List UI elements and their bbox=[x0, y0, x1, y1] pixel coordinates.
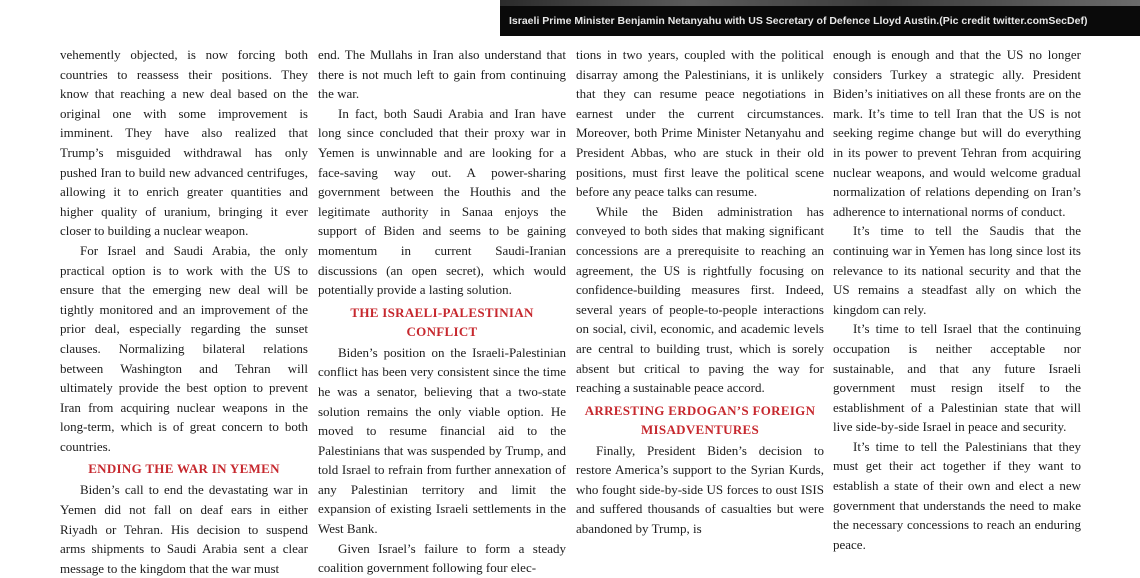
article-paragraph: end. The Mullahs in Iran also understand that there is not much left to gain from continuing the war. bbox=[318, 47, 566, 102]
article-column-3 bbox=[576, 45, 824, 539]
article-paragraph: tions in two years, coupled with the political disarray among the Palestinians, it is unlikely that they can resume peace negotiations in earnest under the current circumstances. Moreover, both Prime Minister Netanyahu and President Abbas, who are stuck in their old positions, must first leave the political scene before any peace talks can resume. bbox=[576, 47, 824, 200]
article-paragraph: In fact, both Saudi Arabia and Iran have long since concluded that their proxy war in Yemen is unwinnable and are looking for a face-saving way out. A power-sharing government between the Houthis and the legitimate authority in Sanaa enjoys the support of Biden and seems to be gaining momentum in current Saudi-Iranian discussions (an open secret), which would potentially provide a lasting solution. bbox=[318, 105, 566, 298]
article-paragraph: Given Israel’s failure to form a steady coalition government following four elec- bbox=[318, 540, 566, 576]
article-paragraph: It’s time to tell Israel that the continuing occupation is neither acceptable nor sustainable, and that any future Israeli government must resign itself to the establishment of a Palestinian state that will live side-by-side Israel in peace and security. bbox=[833, 321, 1081, 435]
article-column-4 bbox=[833, 45, 1081, 554]
article-paragraph: vehemently objected, is now forcing both countries to reassess their positions. They know that reaching a new deal based on the original one with some improvement is imminent. They have also realized that Trump’s misguided withdrawal has only pushed Iran to build new advanced centrifuges, allowing it to enrich greater quantities and higher quality of uranium, bringing it ever closer to building a nuclear weapon. bbox=[60, 47, 308, 239]
section-heading: ENDING THE WAR IN YEMEN bbox=[88, 461, 280, 477]
article-paragraph: Finally, President Biden’s decision to restore America’s support to the Syrian Kurds, who fought side-by-side US forces to oust ISIS and suffered thousands of casualties but were abandoned by Trump, is bbox=[576, 442, 824, 537]
article-paragraph: It’s time to tell the Palestinians that they must get their act together if they want to establish a state of their own and elect a new government that understands the need to make the necessary concessions to reach an enduring peace. bbox=[833, 438, 1081, 552]
section-heading: ARRESTING ERDOGAN’S FOREIGN MISADVENTURES bbox=[584, 402, 816, 437]
article-paragraph: For Israel and Saudi Arabia, the only practical option is to work with the US to ensure that the emerging new deal will be tightly monitored and an improvement of the prior deal, especially regarding the sunset clauses. Normalizing bilateral relations between Washington and Tehran will ultimately provide the best option to prevent Iran from acquiring nuclear weapons in the long-term, which is of great concern to both countries. bbox=[60, 242, 308, 454]
article-paragraph: While the Biden administration has conveyed to both sides that making significant concessions are a prerequisite to reaching an agreement, the US is rightfully focusing on confidence-building measures first. Indeed, several years of people-to-people interactions on social, civil, economic, and academic levels are central to building trust, which is sorely absent but critical to paving the way for reaching a sustainable peace accord. bbox=[576, 203, 824, 396]
article-column-2 bbox=[318, 45, 566, 578]
article-paragraph: Biden’s position on the Israeli-Palestinian conflict has been very consistent since the time he was a senator, believing that a two-state solution remains the only viable option. He moved to resume financial aid to the Palestinians that was suspended by Trump, and told Israel to refrain from further annexation of any Palestinian territory and limit the expansion of existing Israeli settlements in the West Bank. bbox=[318, 344, 566, 537]
article-paragraph: Biden’s call to end the devastating war in Yemen did not fall on deaf ears in either Riyadh or Tehran. His decision to suspend arms shipments to Saudi Arabia sent a clear message to the kingdom that the war must bbox=[60, 482, 308, 576]
section-heading: THE ISRAELI-PALESTINIAN CONFLICT bbox=[350, 304, 534, 339]
photo-caption: Israeli Prime Minister Benjamin Netanyahu with US Secretary of Defence Lloyd Austin.(Pic credit twitter.comSecDef) bbox=[500, 6, 1140, 36]
article-paragraph: It’s time to tell the Saudis that the continuing war in Yemen has long since lost its relevance to its national security and that the US remains a steadfast ally on which the kingdom can rely. bbox=[833, 223, 1081, 317]
article-paragraph: enough is enough and that the US no longer considers Turkey a strategic ally. President Biden’s initiatives on all these fronts are on the mark. It’s time to tell Iran that the US is not seeking regime change but will do everything in its power to prevent Tehran from acquiring nuclear weapons, and would welcome gradual normalization of relations depending on Iran’s adherence to international norms of conduct. bbox=[833, 47, 1081, 219]
article-column-1 bbox=[60, 45, 308, 578]
